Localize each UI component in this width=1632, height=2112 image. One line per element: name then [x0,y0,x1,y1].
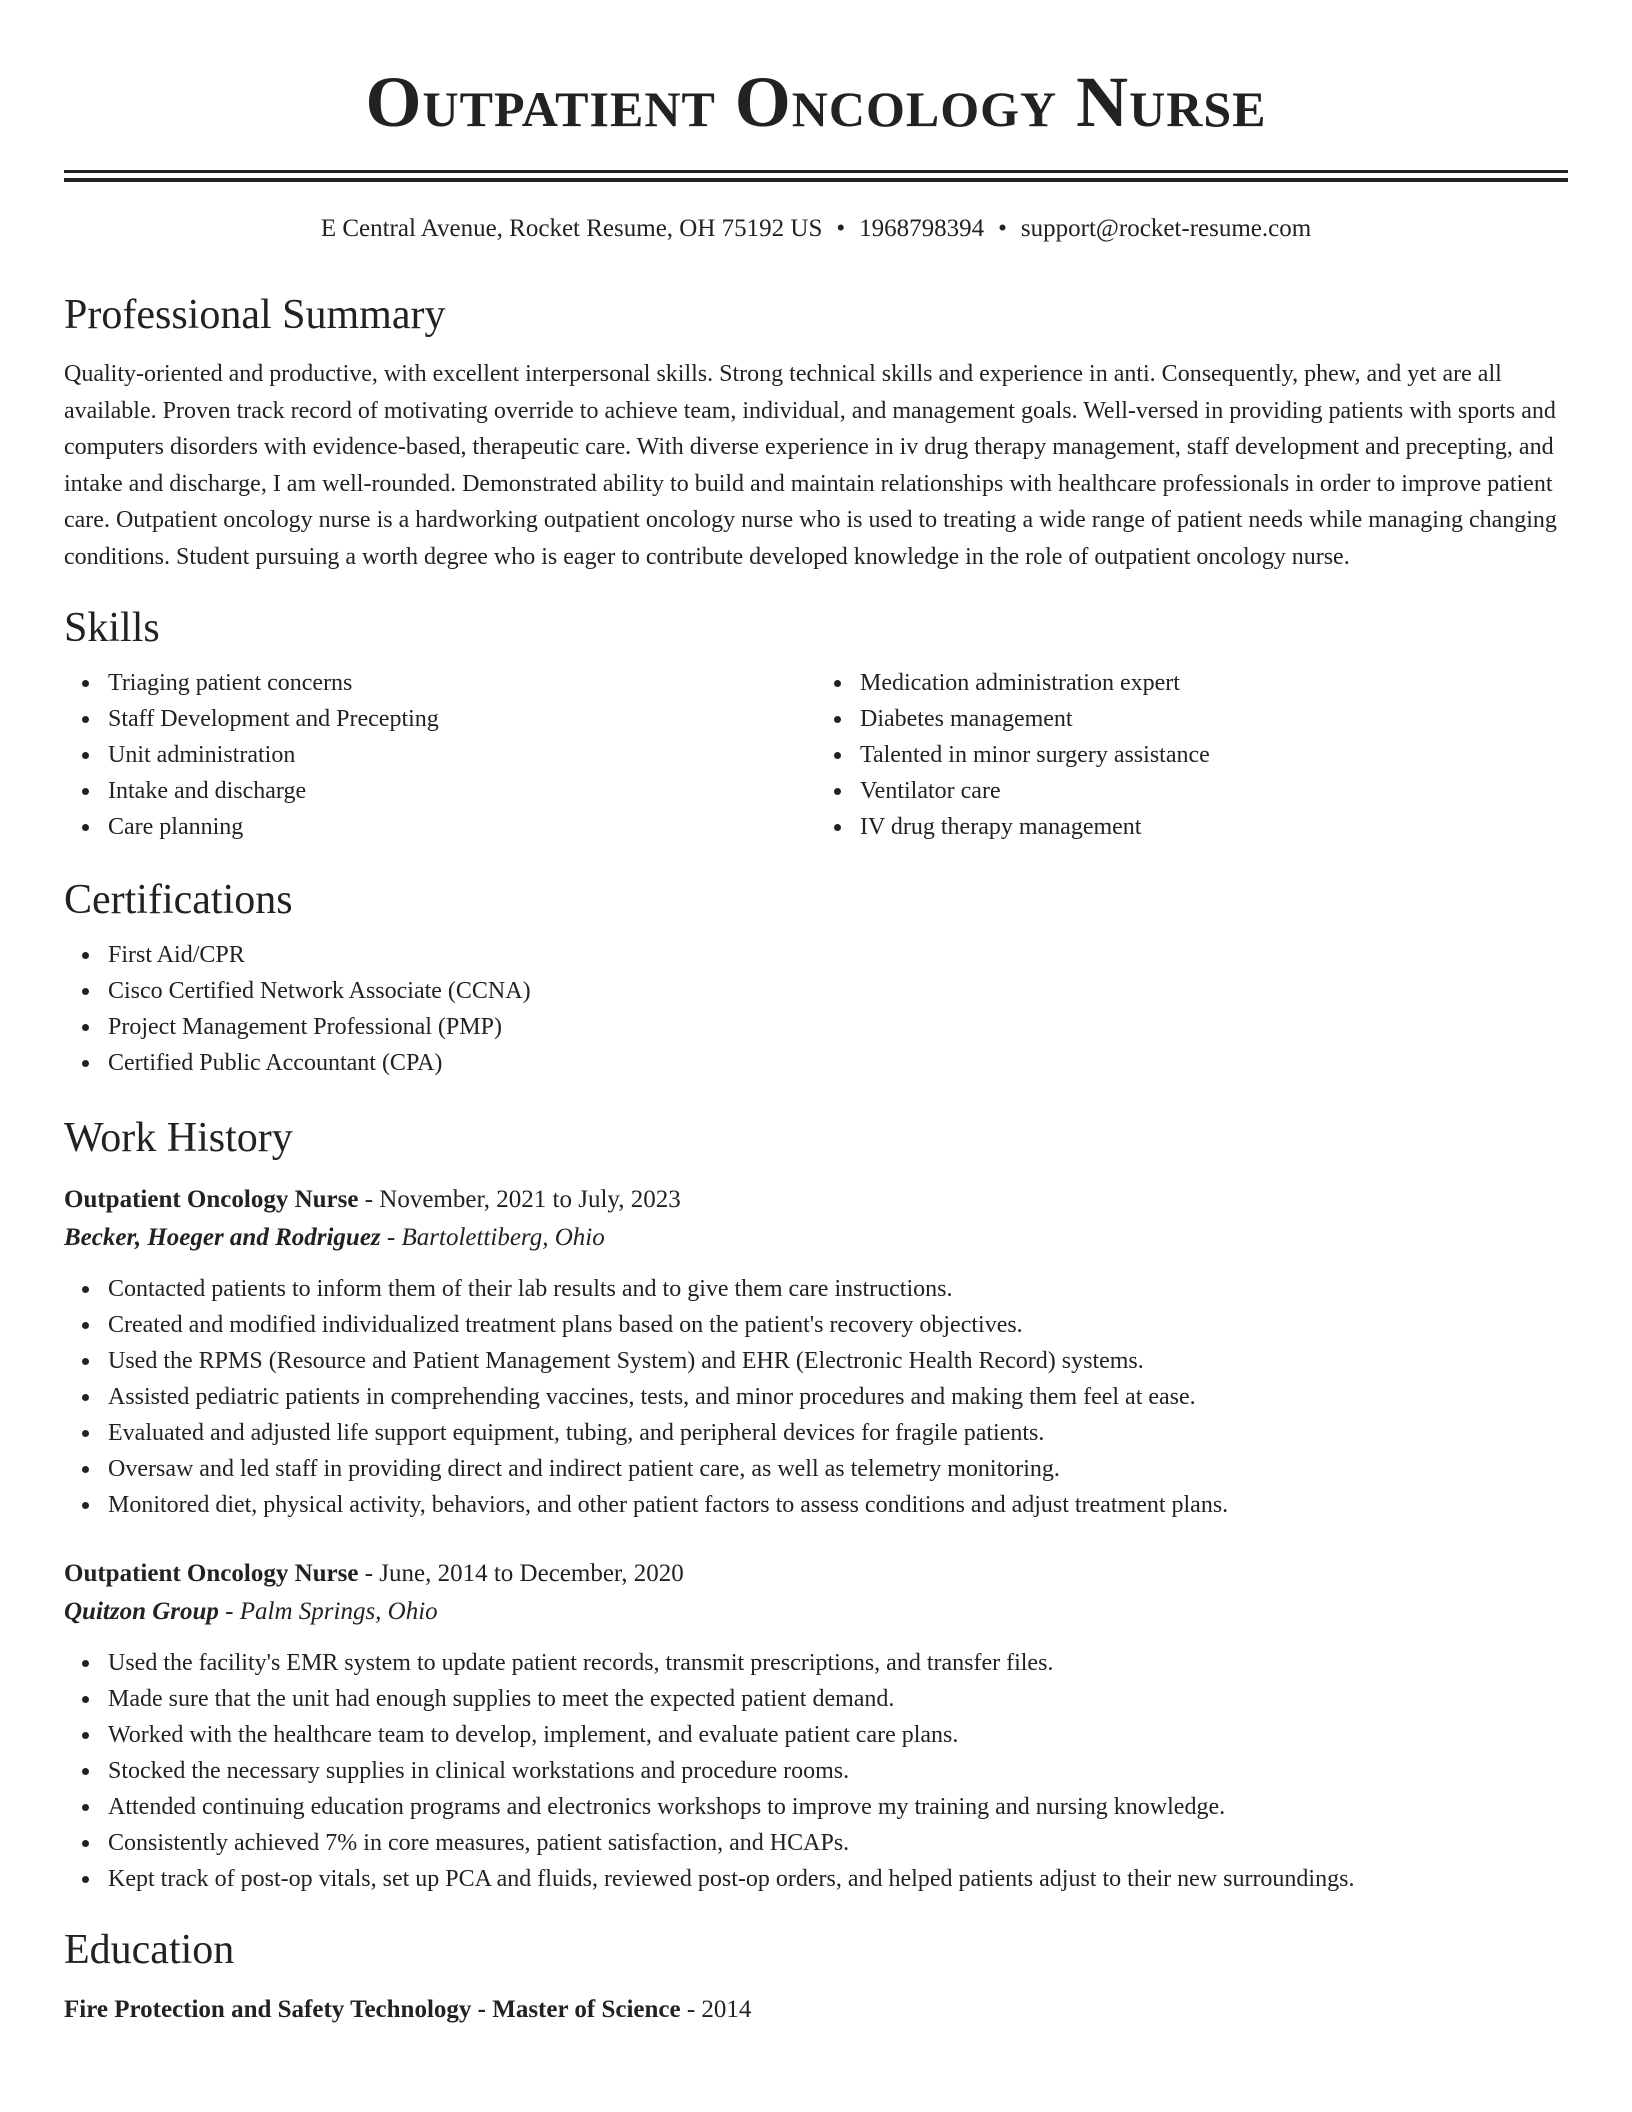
summary-text: Quality-oriented and productive, with excellent interpersonal skills. Strong technical skills and experience in anti. Consequently, phew, and yet are all available. Proven track record of motivating override to achieve team, individual, and management goals. Well-versed in providing patients with sports and computers disorders with evidence-based, therapeutic care. With diverse experience in iv drug therapy management, staff development and precepting, and intake and discharge, I am well-rounded. Demonstrated ability to build and maintain relationships with healthcare professionals in order to improve patient care. Outpatient oncology nurse is a hardworking outpatient oncology nurse who is used to treating a wide range of patient needs while managing changing conditions. Student pursuing a worth degree who is eager to contribute developed knowledge in the role of outpatient oncology nurse. [64,361,1557,570]
resume-title: Outpatient Oncology Nurse [365,62,1267,142]
job-duties-list [64,1271,1568,1523]
contact-phone: 1968798394 [859,215,985,242]
job-duty: Evaluated and adjusted life support equipment, tubing, and peripheral devices for fragile patients. [108,1415,1568,1451]
education-heading: Education [64,1927,235,1973]
skill-item: Diabetes management [860,701,1568,737]
certifications-heading: Certifications [64,877,293,923]
job-duty: Stocked the necessary supplies in clinical workstations and procedure rooms. [108,1753,1568,1789]
work-history-heading: Work History [64,1115,293,1161]
job-duty: Kept track of post-op vitals, set up PCA and fluids, reviewed post-op orders, and helped patients adjust to their new surroundings. [108,1861,1568,1897]
skills-columns [64,665,1568,845]
job-duty: Made sure that the unit had enough supplies to meet the expected patient demand. [108,1681,1568,1717]
job-location: - Bartolettiberg, Ohio [380,1224,605,1251]
contact-separator: • [836,215,846,242]
job-header [64,1555,1568,1593]
contact-separator: • [998,215,1007,242]
skills-heading: Skills [64,605,160,651]
job-entry [64,1181,1568,1523]
contact-address: E Central Avenue, Rocket Resume, OH 75192 US [320,215,823,242]
certification-item: First Aid/CPR [108,937,1568,973]
job-company: Becker, Hoeger and Rodriguez [64,1224,381,1251]
job-duty: Assisted pediatric patients in comprehending vaccines, tests, and minor procedures and making them feel at ease. [108,1379,1568,1415]
job-company: Quitzon Group [64,1598,219,1625]
certification-item: Cisco Certified Network Associate (CCNA) [108,973,1568,1009]
skill-item: Care planning [108,809,816,845]
contact-line [64,212,1568,246]
job-duty: Monitored diet, physical activity, behaviors, and other patient factors to assess conditions and adjust treatment plans. [108,1487,1568,1523]
job-duties-list [64,1645,1568,1897]
job-duty: Worked with the healthcare team to develop, implement, and evaluate patient care plans. [108,1717,1568,1753]
job-title: Outpatient Oncology Nurse [64,1560,359,1587]
job-duty: Created and modified individualized treatment plans based on the patient's recovery objectives. [108,1307,1568,1343]
skill-item: Ventilator care [860,773,1568,809]
job-duty: Contacted patients to inform them of their lab results and to give them care instructions. [108,1271,1568,1307]
skill-item: Medication administration expert [860,665,1568,701]
job-duty: Oversaw and led staff in providing direct and indirect patient care, as well as telemetry monitoring. [108,1451,1568,1487]
job-duty: Used the facility's EMR system to update patient records, transmit prescriptions, and transfer files. [108,1645,1568,1681]
job-duty: Used the RPMS (Resource and Patient Management System) and EHR (Electronic Health Record) systems. [108,1343,1568,1379]
job-title: Outpatient Oncology Nurse [64,1186,359,1213]
contact-email: support@rocket-resume.com [1020,215,1312,242]
certification-item: Certified Public Accountant (CPA) [108,1045,1568,1081]
job-employer [64,1593,1568,1631]
job-dates: - June, 2014 to December, 2020 [358,1560,684,1587]
title-divider [64,170,1568,182]
job-location: - Palm Springs, Ohio [218,1598,438,1625]
summary-heading: Professional Summary [64,292,446,338]
education-degree: Fire Protection and Safety Technology - Master of Science [64,1996,681,2023]
certifications-list [64,937,1568,1081]
skills-list-left [64,665,816,845]
skills-list-right [816,665,1568,845]
skill-item: IV drug therapy management [860,809,1568,845]
certification-item: Project Management Professional (PMP) [108,1009,1568,1045]
skill-item: Staff Development and Precepting [108,701,816,737]
job-employer [64,1219,1568,1257]
job-duty: Consistently achieved 7% in core measures, patient satisfaction, and HCAPs. [108,1825,1568,1861]
skill-item: Unit administration [108,737,816,773]
job-entry [64,1555,1568,1897]
job-dates: - November, 2021 to July, 2023 [358,1186,681,1213]
job-header [64,1181,1568,1219]
job-duty: Attended continuing education programs and electronics workshops to improve my training and nursing knowledge. [108,1789,1568,1825]
education-year: - 2014 [680,1996,752,2023]
skill-item: Intake and discharge [108,773,816,809]
skill-item: Talented in minor surgery assistance [860,737,1568,773]
skill-item: Triaging patient concerns [108,665,816,701]
education-entry [64,1991,1568,2029]
